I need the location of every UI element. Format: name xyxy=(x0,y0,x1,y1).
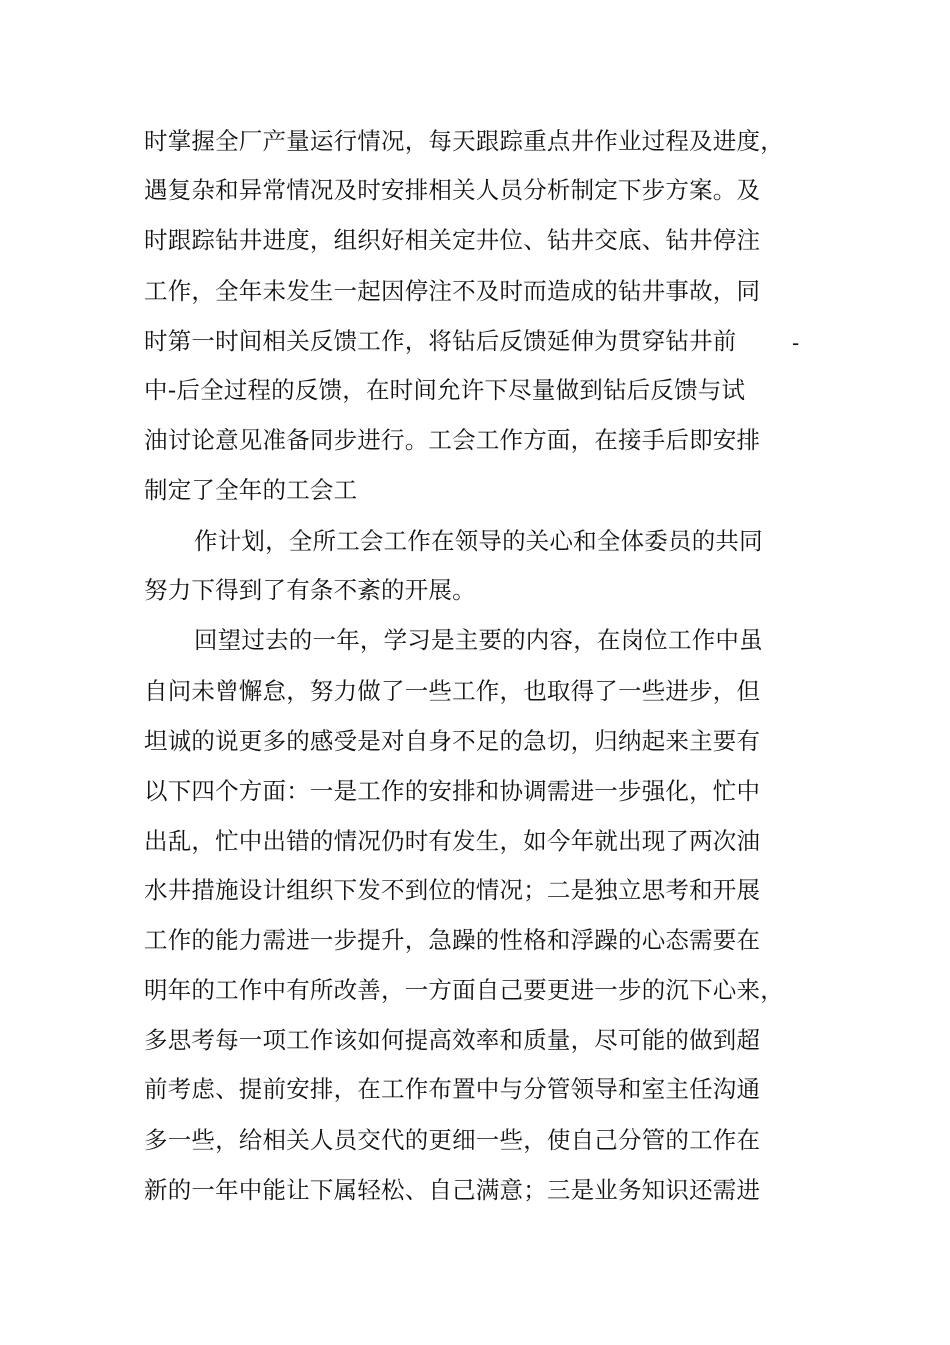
text-line: 多一些，给相关人员交代的更细一些，使自己分管的工作在 xyxy=(144,1126,761,1154)
text-line: 以下四个方面：一是工作的安排和协调需进一步强化，忙中 xyxy=(144,777,761,805)
text-line: 明年的工作中有所改善，一方面自己要更进一步的沉下心来， xyxy=(144,976,784,1004)
text-line: 制定了全年的工会工 xyxy=(144,476,358,504)
text-line: 中-后全过程的反馈，在时间允许下尽量做到钻后反馈与试 xyxy=(144,376,746,404)
text-line: 自问未曾懈怠，努力做了一些工作，也取得了一些进步，但 xyxy=(144,677,761,705)
text-line: 坦诚的说更多的感受是对自身不足的急切，归纳起来主要有 xyxy=(144,727,761,755)
text-line: 时跟踪钻井进度，组织好相关定井位、钻井交底、钻井停注 xyxy=(144,226,761,254)
text-line: 工作的能力需进一步提升，急躁的性格和浮躁的心态需要在 xyxy=(144,926,761,954)
text-line: 油讨论意见准备同步进行。工会工作方面，在接手后即安排 xyxy=(144,426,761,454)
text-line: 时第一时间相关反馈工作，将钻后反馈延伸为贯穿钻井前 xyxy=(144,327,737,355)
text-line: 新的一年中能让下属轻松、自己满意；三是业务知识还需进 xyxy=(144,1176,761,1204)
text-line: 水井措施设计组织下发不到位的情况；二是独立思考和开展 xyxy=(144,876,761,904)
paragraph-first-line: 作计划，全所工会工作在领导的关心和全体委员的共同 xyxy=(194,527,763,555)
text-line: 出乱，忙中出错的情况仍时有发生，如今年就出现了两次油 xyxy=(144,827,761,855)
text-line: 前考虑、提前安排，在工作布置中与分管领导和室主任沟通 xyxy=(144,1075,761,1103)
margin-dash: - xyxy=(792,331,800,355)
text-line: 努力下得到了有条不紊的开展。 xyxy=(144,576,476,604)
text-line: 多思考每一项工作该如何提高效率和质量，尽可能的做到超 xyxy=(144,1026,761,1054)
text-line: 遇复杂和异常情况及时安排相关人员分析制定下步方案。及 xyxy=(144,176,761,204)
text-line: 时掌握全厂产量运行情况，每天跟踪重点井作业过程及进度， xyxy=(144,127,784,155)
text-line: 工作，全年未发生一起因停注不及时而造成的钻井事故，同 xyxy=(144,277,761,305)
paragraph-first-line: 回望过去的一年，学习是主要的内容，在岗位工作中虽 xyxy=(194,626,763,654)
